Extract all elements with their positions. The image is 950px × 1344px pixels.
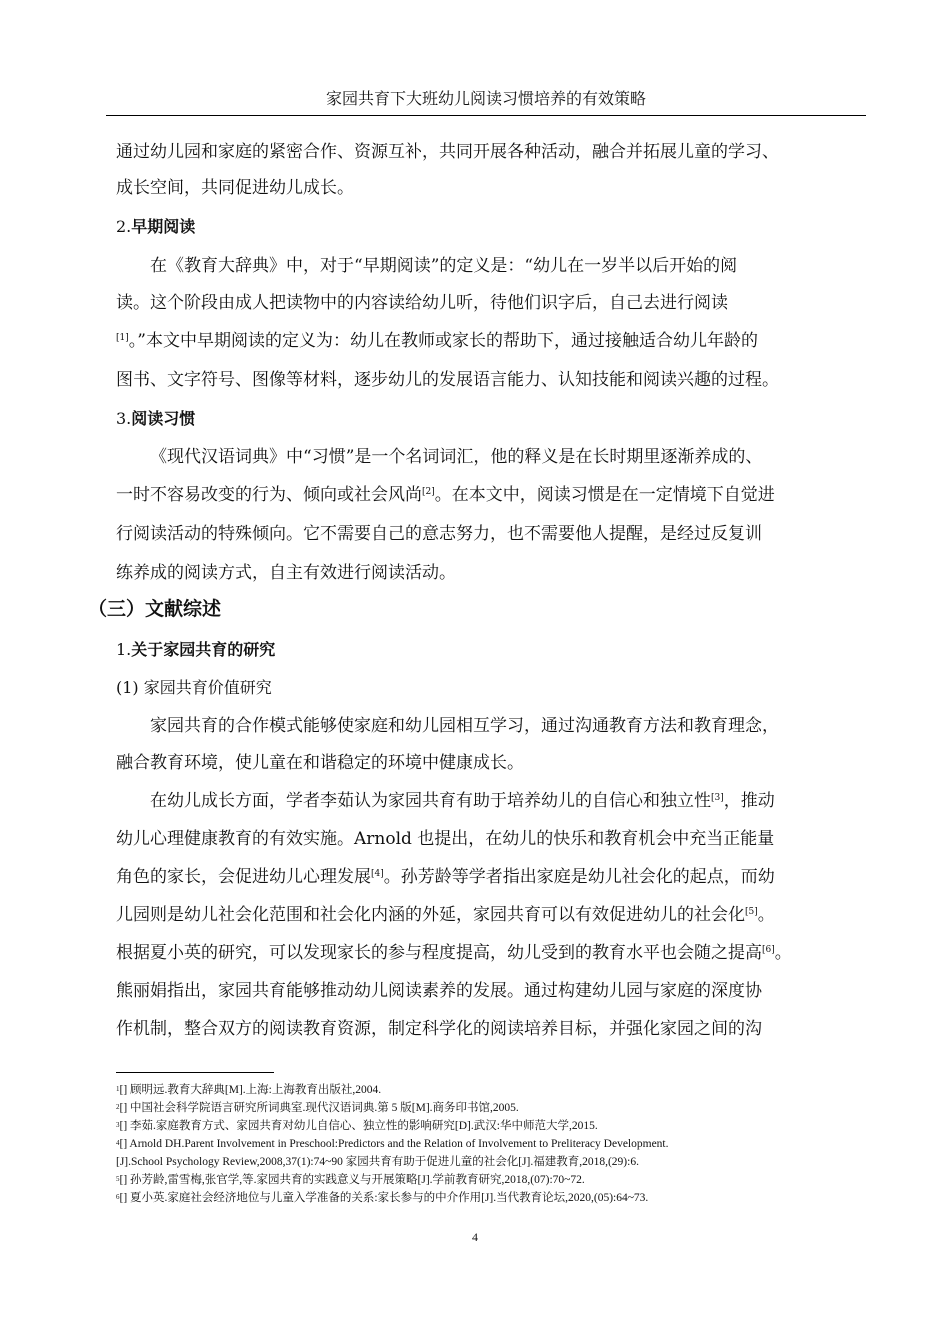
paragraph-line: 读。这个阶段由成人把读物中的内容读给幼儿听，待他们识字后，自己去进行阅读 [116,293,728,313]
paragraph-line [116,941,792,965]
paragraph-line: 行阅读活动的特殊倾向。它不需要自己的意志努力，也不需要他人提醒，是经过反复训 [116,524,762,544]
footnote-rule [116,1072,274,1073]
paragraph-line [116,865,775,889]
line-text: 。 [757,905,775,925]
footnote-mark: 2 [116,1103,120,1111]
footnote-text: [J].School Psychology Review,2008,37(1):74~90 家园共育有助于促进儿童的社会化[J].福建教育,2018,(29):6. [116,1156,639,1168]
footnote [116,1083,381,1098]
paragraph-line: 通过幼儿园和家庭的紧密合作、资源互补，共同开展各种活动，融合并拓展儿童的学习、 [116,142,779,162]
citation-ref: [1] [116,333,129,343]
footnote-text: [] Arnold DH.Parent Involvement in Preschool:Predictors and the Relation of Involvement to Preliteracy Development. [119,1138,669,1150]
paragraph-line [150,789,775,813]
footnote-mark: 4 [116,1139,120,1147]
citation-ref: [2] [422,487,435,497]
footnote-text: [] 顾明远.教育大辞典[M].上海:上海教育出版社,2004. [119,1084,382,1096]
footnote-text: [] 李茹.家庭教育方式、家园共育对幼儿自信心、独立性的影响研究[D].武汉:华中师范大学,2015. [119,1120,598,1132]
running-header: 家园共育下大班幼儿阅读习惯培养的有效策略 [325,89,646,108]
footnote-text: [] 中国社会科学院语言研究所词典室.现代汉语词典.第 5 版[M].商务印书馆,2005. [119,1102,519,1114]
paragraph-line [116,903,775,927]
footnote-text: [] 夏小英.家庭社会经济地位与儿童入学准备的关系:家长参与的中介作用[J].当代教育论坛,2020,(05):64~73. [119,1192,649,1204]
line-text: ，推动 [723,791,775,811]
heading-text: 关于家园共育的研究 [131,640,276,659]
line-text: 。 [774,943,792,963]
paragraph-line: 熊丽娟指出，家园共育能够推动幼儿阅读素养的发展。通过构建幼儿园与家庭的深度协 [116,981,762,1001]
paragraph-line: 成长空间，共同促进幼儿成长。 [116,178,354,198]
paragraph-line [116,329,758,353]
line-text: 儿园则是幼儿社会化范围和社会化内涵的外延，家园共育可以有效促进幼儿的社会化 [116,905,745,925]
paragraph-line: 作机制，整合双方的阅读教育资源，制定科学化的阅读培养目标，并强化家园之间的沟 [116,1019,762,1039]
heading-number: 2. [116,217,132,236]
line-text: 在幼儿成长方面，学者李茹认为家园共育有助于培养幼儿的自信心和独立性 [150,791,711,811]
footnote-text: [] 孙芳龄,雷雪梅,张官学,等.家园共育的实践意义与开展策略[J].学前教育研究,2018,(07):70~72. [119,1174,585,1186]
paragraph-line: 家园共育的合作模式能够使家庭和幼儿园相互学习，通过沟通教育方法和教育理念， [150,716,779,736]
paragraph-line: 图书、文字符号、图像等材料，逐步幼儿的发展语言能力、认知技能和阅读兴趣的过程。 [116,370,779,390]
heading-text: 早期阅读 [131,217,196,236]
paragraph-line: 幼儿心理健康教育的有效实施。Arnold 也提出，在幼儿的快乐和教育机会中充当正能量 [116,829,775,849]
page-number: 4 [472,1230,478,1244]
heading-text: 阅读习惯 [131,409,196,428]
paragraph-line [116,483,775,507]
section-heading-reading-habit [116,407,195,431]
heading-number: 1. [116,640,132,659]
line-text: 。在本文中，阅读习惯是在一定情境下自觉进 [434,485,775,505]
citation-ref: [6] [762,945,775,955]
subsection-heading-value: (1) 家园共育价值研究 [116,678,272,697]
footnote [116,1119,598,1134]
line-text: 。孙芳龄等学者指出家庭是幼儿社会化的起点，而幼 [383,867,775,887]
footnote [116,1173,585,1188]
paragraph-line: 练养成的阅读方式，自主有效进行阅读活动。 [116,563,456,583]
citation-ref: [4] [371,869,384,879]
header-rule [106,115,866,116]
citation-ref: [5] [745,907,758,917]
paragraph-line: 融合教育环境，使儿童在和谐稳定的环境中健康成长。 [116,753,524,773]
line-text: 角色的家长，会促进幼儿心理发展 [116,867,371,887]
subsection-heading-coeducation [116,638,275,662]
paragraph-line: 在《教育大辞典》中，对于“早期阅读”的定义是：“幼儿在一岁半以后开始的阅 [150,256,738,276]
line-text: 。”本文中早期阅读的定义为：幼儿在教师或家长的帮助下，通过接触适合幼儿年龄的 [128,331,758,351]
footnote-mark: 5 [116,1175,120,1183]
heading-number: 3. [116,409,132,428]
footnote [116,1155,639,1170]
line-text: 一时不容易改变的行为、倾向或社会风尚 [116,485,422,505]
footnote [116,1191,648,1206]
section-heading-literature-review: （三）文献综述 [88,598,222,620]
footnote-mark: 6 [116,1193,120,1201]
footnote-mark: 1 [116,1085,120,1093]
section-heading-early-reading [116,215,195,239]
footnote-mark: 3 [116,1121,120,1129]
paragraph-line: 《现代汉语词典》中“习惯”是一个名词词汇，他的释义是在长时期里逐渐养成的、 [150,447,763,467]
line-text: 根据夏小英的研究，可以发现家长的参与程度提高，幼儿受到的教育水平也会随之提高 [116,943,762,963]
footnote [116,1101,519,1116]
citation-ref: [3] [711,793,724,803]
footnote [116,1137,669,1152]
